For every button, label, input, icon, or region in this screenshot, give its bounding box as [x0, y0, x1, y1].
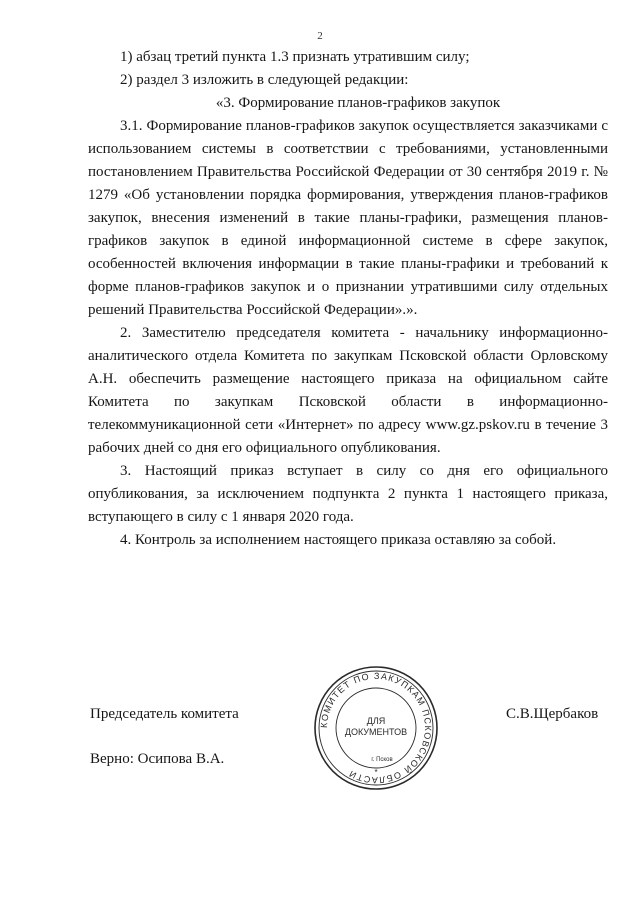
paragraph-3-1: 3.1. Формирование планов-графиков закупок осуществляется заказчиками с использованием системы в соответствии с требованиями, установленными постановлением Правительства Российской Федерации от 30 сентября 2019 г. № 1279 «Об установлении порядка формирования, утверждения планов-графиков закупок, внесения изменений в такие планы-графики, размещения планов-графиков закупок в единой информационной системе в сфере закупок, особенностей включения информации в такие планы-графики и требований к форме планов-графиков закупок и о признании утратившими силу отдельных решений Правительства Российской Федерации».». — [88, 118, 608, 318]
paragraph-section-3-edit: 2) раздел 3 изложить в следующей редакции: — [120, 72, 409, 88]
stamp-ring-text: КОМИТЕТ ПО ЗАКУПКАМ ПСКОВСКОЙ ОБЛАСТИ — [318, 670, 434, 786]
paragraph-4: 4. Контроль за исполнением настоящего приказа оставляю за собой. — [120, 532, 557, 548]
stamp-center-line-2: ДОКУМЕНТОВ — [344, 727, 408, 737]
paragraph-1-3-repeal: 1) абзац третий пункта 1.3 признать утратившим силу; — [120, 49, 470, 65]
signature-name: С.В.Щербаков — [506, 706, 599, 722]
document-body — [88, 46, 608, 552]
stamp-center-line-1: ДЛЯ — [366, 716, 386, 726]
stamp-city: г. Псков — [371, 757, 393, 763]
verified-by: Верно: Осипова В.А. — [90, 751, 225, 767]
paragraph-3: 3. Настоящий приказ вступает в силу со дня его официального опубликования, за исключением подпункта 2 пункта 1 настоящего приказа, вступающего в силу с 1 января 2020 года. — [88, 463, 608, 525]
section-heading: «3. Формирование планов-графиков закупок — [215, 95, 501, 111]
page-number: 2 — [317, 30, 323, 42]
paragraph-2: 2. Заместителю председателя комитета - начальнику информационно-аналитического отдела Комитета по закупкам Псковской области Орловскому А.Н. обеспечить размещение настоящего приказа на официальном сайте Комитета по закупкам Псковской области в информационно-телекоммуникационной сети «Интернет» по адресу www.gz.pskov.ru в течение 3 рабочих дней со дня его официального опубликования. — [88, 325, 608, 456]
official-stamp-icon — [312, 664, 440, 792]
stamp-star-icon: * — [374, 768, 378, 777]
signature-position: Председатель комитета — [90, 706, 239, 722]
